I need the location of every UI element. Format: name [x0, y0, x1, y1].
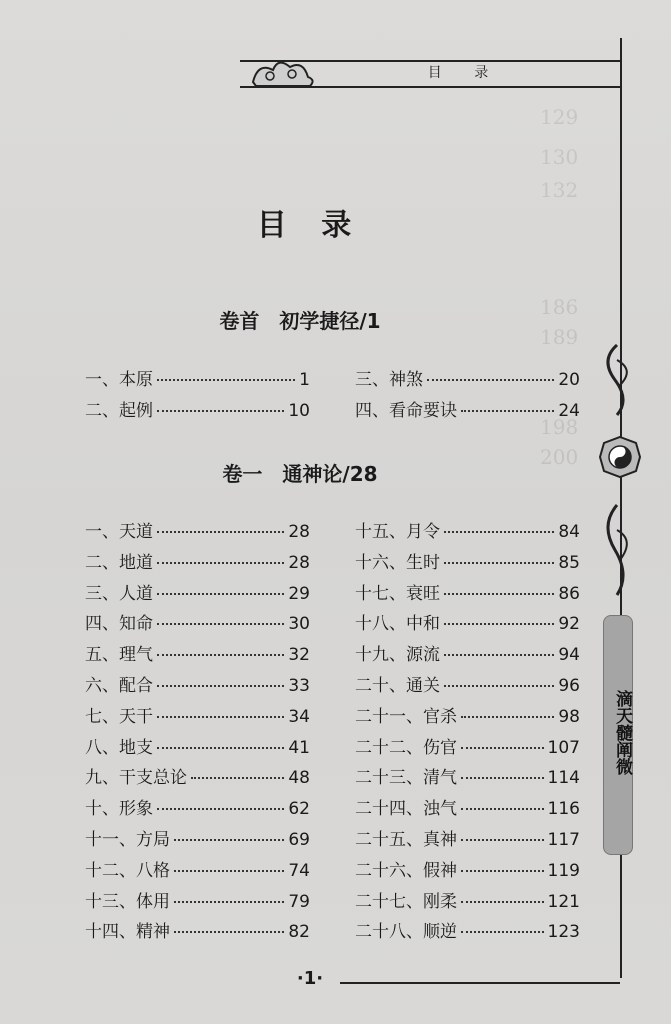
scroll-ornament-icon-2: [595, 500, 640, 600]
toc-entry: [85, 609, 310, 637]
toc-entry-page: 48: [288, 768, 310, 789]
toc-entry: [355, 887, 580, 915]
toc-entry-label: 十九、源流: [355, 645, 440, 666]
toc-entry-label: 二十一、官杀: [355, 706, 457, 727]
toc-entry-page: 86: [558, 583, 580, 604]
scroll-ornament-icon: [595, 340, 640, 420]
toc-entry: [355, 579, 580, 607]
toc-entry-label: 八、地支: [85, 737, 153, 758]
toc-entry-page: 85: [558, 552, 580, 573]
toc-entry-page: 1: [299, 370, 310, 390]
toc-entry: [85, 640, 310, 668]
toc-entry-label: 十七、衰旺: [355, 583, 440, 604]
toc-leader-dots: [461, 716, 554, 718]
toc-entry: [355, 640, 580, 668]
toc-entry: [85, 887, 310, 915]
toc-entry: [85, 763, 310, 791]
toc-entry-page: 30: [288, 614, 310, 635]
toc-entry-label: 二十八、顺逆: [355, 922, 457, 943]
toc-entry: [355, 517, 580, 545]
toc-entry-page: 62: [288, 799, 310, 820]
toc-leader-dots: [444, 562, 554, 564]
toc-entry: [85, 517, 310, 545]
toc-entry-page: 114: [547, 768, 580, 789]
toc-entry-page: 107: [547, 737, 580, 758]
toc-entry-page: 32: [288, 645, 310, 666]
toc-entry: [85, 856, 310, 884]
toc-leader-dots: [174, 839, 284, 841]
page-number: ·1·: [296, 968, 324, 989]
toc-entry: [85, 702, 310, 730]
toc-entry: [355, 548, 580, 576]
toc-leader-dots: [157, 685, 284, 687]
toc-leader-dots: [427, 379, 554, 381]
toc-entry-label: 五、理气: [85, 645, 153, 666]
toc-entry-label: 三、神煞: [355, 370, 423, 390]
toc-leader-dots: [157, 531, 284, 533]
toc-leader-dots: [444, 531, 554, 533]
toc-entry-page: 117: [547, 830, 580, 850]
cloud-ornament-icon: [248, 52, 318, 92]
toc-entry: [85, 671, 310, 699]
toc-entry-page: 119: [547, 860, 580, 881]
toc-entry: [355, 671, 580, 699]
toc-entry-label: 十四、精神: [85, 922, 170, 943]
toc-entry: [85, 794, 310, 822]
toc-entry-page: 121: [547, 891, 580, 912]
toc-entry: [85, 825, 310, 853]
toc-entry-page: 92: [558, 614, 580, 635]
footer-rule: [340, 982, 620, 984]
toc-entry-label: 二十、通关: [355, 676, 440, 696]
toc-entry-page: 94: [558, 645, 580, 666]
toc-entry: [355, 794, 580, 822]
toc-entry-label: 一、天道: [85, 522, 153, 542]
toc-entry: [85, 396, 310, 424]
section-heading-juanyi: 卷一 通神论/28: [222, 462, 378, 486]
toc-entry-page: 28: [288, 552, 310, 573]
toc-entry: [355, 396, 580, 424]
toc-entry-page: 10: [288, 400, 310, 421]
toc-entry: [355, 365, 580, 393]
toc-leader-dots: [461, 747, 544, 749]
toc-entry-label: 三、人道: [85, 583, 153, 604]
toc-leader-dots: [157, 716, 284, 718]
toc-leader-dots: [461, 808, 544, 810]
toc-entry: [85, 579, 310, 607]
toc-leader-dots: [174, 931, 284, 933]
toc-entry-page: 98: [558, 706, 580, 727]
toc-entry: [355, 917, 580, 945]
toc-entry: [355, 825, 580, 853]
running-header-title: 目 录: [427, 65, 503, 81]
toc-leader-dots: [174, 901, 284, 903]
toc-leader-dots: [157, 593, 284, 595]
toc-entry: [355, 856, 580, 884]
toc-leader-dots: [461, 931, 544, 933]
toc-entry-label: 二十六、假神: [355, 860, 457, 881]
toc-entry-label: 十二、八格: [85, 860, 170, 881]
toc-entry-label: 二十三、清气: [355, 768, 457, 789]
toc-entry-page: 69: [288, 830, 310, 850]
toc-leader-dots: [461, 870, 544, 872]
toc-leader-dots: [157, 623, 284, 625]
book-title-side: 滴天髓阐微: [612, 690, 632, 775]
toc-leader-dots: [157, 562, 284, 564]
toc-entry-label: 四、看命要诀: [355, 400, 457, 421]
toc-entry-page: 96: [558, 676, 580, 696]
toc-leader-dots: [444, 654, 554, 656]
toc-entry-page: 74: [288, 860, 310, 881]
toc-entry: [355, 763, 580, 791]
toc-entry-page: 82: [288, 922, 310, 943]
toc-entry: [85, 917, 310, 945]
toc-entry-label: 二十四、浊气: [355, 799, 457, 820]
toc-entry-label: 一、本原: [85, 370, 153, 390]
section-heading-juanshou: 卷首 初学捷径/1: [219, 309, 381, 333]
toc-entry-page: 28: [288, 522, 310, 542]
toc-entry-label: 九、干支总论: [85, 768, 187, 789]
toc-entry: [355, 609, 580, 637]
toc-entry-label: 二十七、刚柔: [355, 891, 457, 912]
toc-entry-page: 20: [558, 370, 580, 390]
toc-leader-dots: [174, 870, 284, 872]
page-title: 目 录: [256, 208, 364, 243]
toc-entry-label: 四、知命: [85, 614, 153, 635]
toc-entry-page: 33: [288, 676, 310, 696]
toc-leader-dots: [461, 410, 554, 412]
toc-leader-dots: [191, 777, 284, 779]
toc-leader-dots: [444, 593, 554, 595]
toc-entry-label: 十八、中和: [355, 614, 440, 635]
toc-leader-dots: [157, 747, 284, 749]
toc-entry-label: 六、配合: [85, 676, 153, 696]
toc-entry-page: 29: [288, 583, 310, 604]
toc-entry-label: 二十五、真神: [355, 830, 457, 850]
toc-entry-page: 24: [558, 400, 580, 421]
toc-entry-label: 十六、生时: [355, 552, 440, 573]
toc-entry: [85, 548, 310, 576]
toc-entry: [355, 702, 580, 730]
toc-entry-label: 十五、月令: [355, 522, 440, 542]
toc-leader-dots: [444, 685, 554, 687]
toc-entry-page: 41: [288, 737, 310, 758]
toc-leader-dots: [461, 777, 544, 779]
toc-leader-dots: [157, 654, 284, 656]
toc-entry-page: 116: [547, 799, 580, 820]
toc-entry: [85, 733, 310, 761]
toc-entry-label: 十、形象: [85, 799, 153, 820]
toc-entry-label: 七、天干: [85, 706, 153, 727]
toc-entry: [85, 365, 310, 393]
toc-entry: [355, 733, 580, 761]
toc-entry-label: 二、地道: [85, 552, 153, 573]
toc-leader-dots: [157, 379, 295, 381]
toc-leader-dots: [461, 901, 544, 903]
toc-leader-dots: [157, 410, 284, 412]
toc-entry-page: 84: [558, 522, 580, 542]
toc-entry-label: 二、起例: [85, 400, 153, 421]
toc-leader-dots: [157, 808, 284, 810]
toc-entry-label: 十一、方局: [85, 830, 170, 850]
toc-entry-page: 123: [547, 922, 580, 943]
toc-leader-dots: [444, 623, 554, 625]
toc-entry-page: 34: [288, 706, 310, 727]
toc-entry-page: 79: [288, 891, 310, 912]
toc-entry-label: 二十二、伤官: [355, 737, 457, 758]
toc-entry-label: 十三、体用: [85, 891, 170, 912]
toc-leader-dots: [461, 839, 544, 841]
yin-yang-icon: [598, 435, 642, 479]
